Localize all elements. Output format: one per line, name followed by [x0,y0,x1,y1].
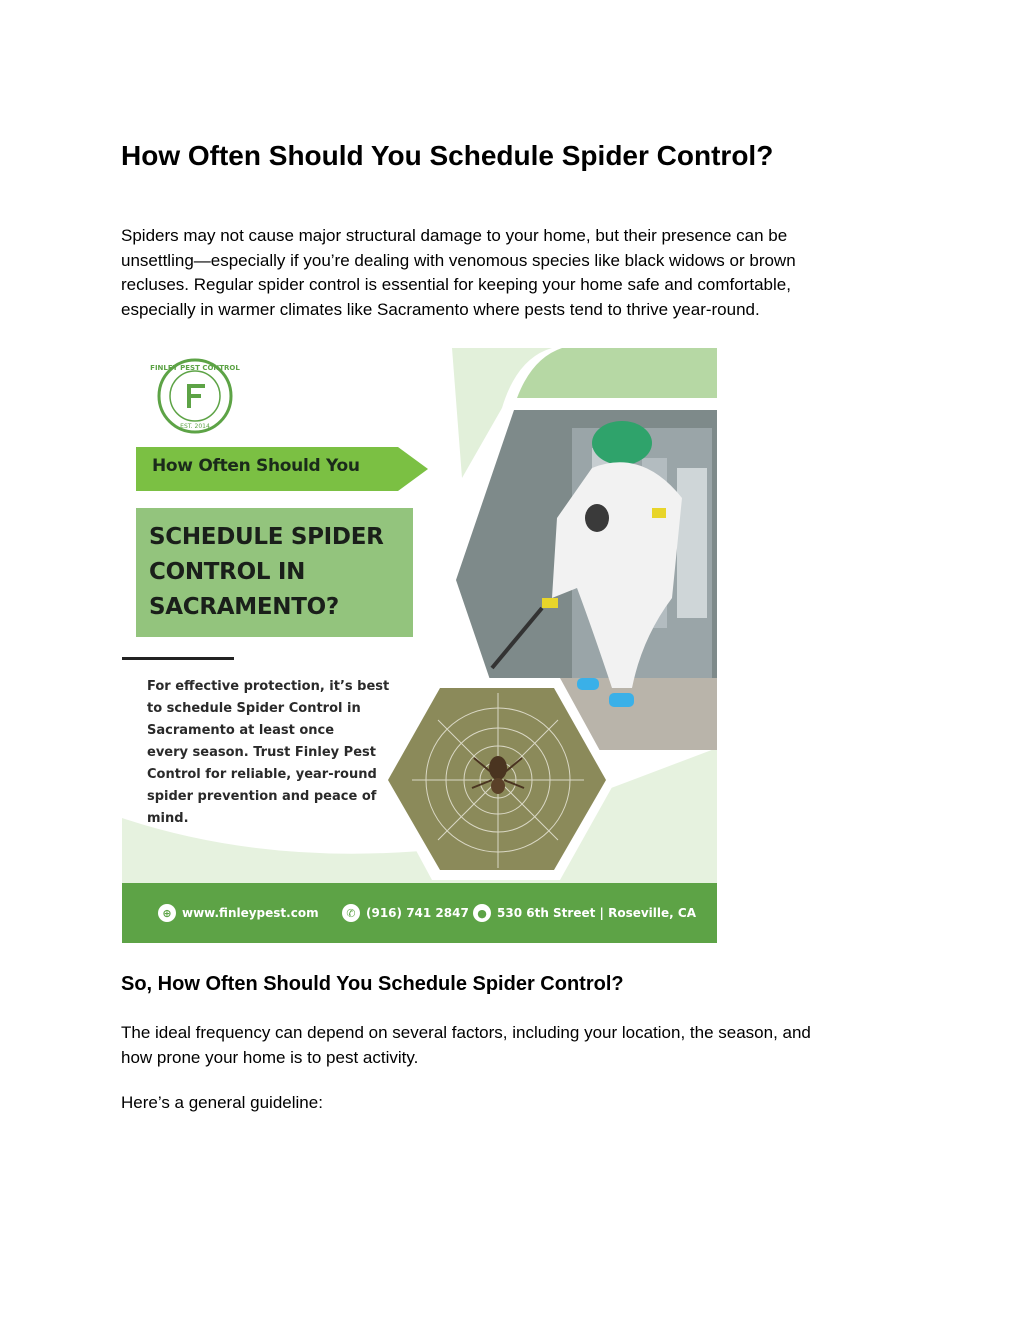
description-line: Control for reliable, year-round [147,767,377,782]
footer-address [473,901,696,925]
body-line: how prone your home is to pest activity. [121,1047,419,1067]
banner-text: How Often Should You [152,456,360,476]
logo-est: EST. 2014 [180,423,210,430]
description-line: For effective protection, it’s best [147,679,390,694]
divider [122,657,234,660]
company-logo [150,358,240,434]
description-line: spider prevention and peace of [147,789,377,804]
body-line: The ideal frequency can depend on several factors, including your location, the season, and [121,1023,811,1042]
guideline-intro: Here’s a general guideline: [121,1093,323,1112]
headline-line: SACRAMENTO? [149,594,339,620]
body-paragraph [121,1021,881,1070]
intro-line: unsettling—especially if you’re dealing with venomous species like black widows or brown [121,250,796,270]
intro-line: recluses. Regular spider control is essential for keeping your home safe and comfortable, [121,275,791,294]
website-text: www.finleypest.com [182,906,319,920]
logo-text: FINLEY PEST CONTROL [150,364,240,372]
intro-line: especially in warmer climates like Sacramento where pests tend to thrive year-round. [121,299,760,319]
footer-website [158,901,319,925]
infographic-background [122,348,717,943]
address-text: 530 6th Street | Roseville, CA [497,906,696,920]
description-line: to schedule Spider Control in [147,701,361,716]
phone-icon: ✆ [342,904,360,922]
description-line: every season. Trust Finley Pest [147,745,376,760]
globe-icon: ⊕ [158,904,176,922]
intro-paragraph [121,224,881,322]
location-pin-icon: ● [473,904,491,922]
footer-phone [342,901,469,925]
headline-line: SCHEDULE SPIDER [149,524,384,550]
infographic-image [122,348,717,943]
section-heading: So, How Often Should You Schedule Spider Control? [121,973,624,995]
headline-line: CONTROL IN [149,559,306,585]
description-line: Sacramento at least once [147,723,335,738]
phone-text: (916) 741 2847 [366,906,469,920]
description-line: mind. [147,811,189,826]
page-title: How Often Should You Schedule Spider Control? [121,140,774,171]
intro-line: Spiders may not cause major structural damage to your home, but their presence can be [121,226,788,245]
